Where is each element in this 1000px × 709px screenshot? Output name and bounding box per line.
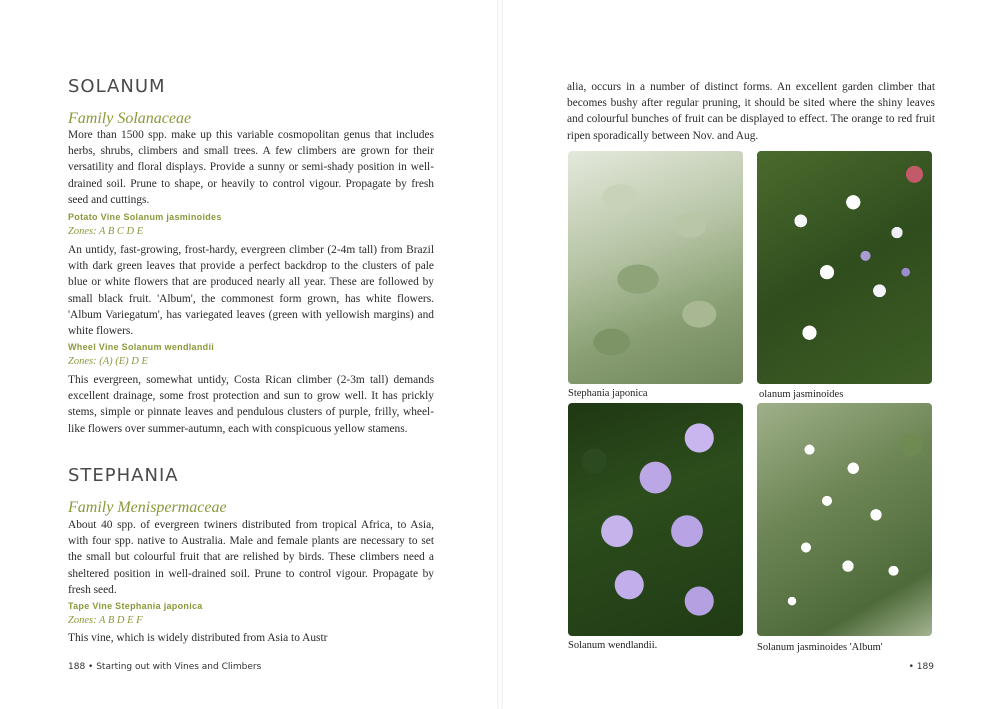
right-page: [500, 0, 1000, 709]
caption-solanum-jasminoides-album: Solanum jasminoides 'Album': [757, 642, 883, 653]
wheel-vine-description: This evergreen, somewhat untidy, Costa Rican climber (2-3m tall) demands excellent drainage, some frost protection and sun to grow well. It has prickly stems, simple or pinnate leaves and pendulous clusters of purple, frilly, wheel-like flowers over summer-autumn, each with conspicuous yellow stamens.: [68, 374, 434, 435]
photo-solanum-jasminoides: [757, 151, 932, 384]
family-name-solanaceae: Family Solanaceae: [68, 110, 192, 127]
continued-text: alia, occurs in a number of distinct forms. An excellent garden climber that becomes bushy after regular pruning, it should be sited where the shiny leaves and colourful bunches of fruit can be displayed to effect. The orange to red fruit ripen sporadically between Nov. and Aug.: [567, 81, 935, 142]
species-heading-potato-vine: Potato Vine Solanum jasminoides: [68, 212, 222, 222]
family-name-menispermaceae: Family Menispermaceae: [68, 499, 227, 516]
caption-solanum-jasminoides: olanum jasminoides: [759, 389, 844, 400]
caption-solanum-wendlandii: Solanum wendlandii.: [568, 640, 658, 651]
zones-potato-vine: Zones: A B C D E: [68, 226, 144, 237]
page-footer-right: • 189: [908, 662, 934, 672]
photo-solanum-wendlandii: [568, 403, 743, 636]
solanum-intro: More than 1500 spp. make up this variable cosmopolitan genus that includes herbs, shrubs, climbers and small trees. A few climbers are grown for their versatility and floral displays. Provide a sunny or semi-shady position in well-drained soil. Prune to shape, or heavily to control vigour. Propagate by fresh seed and cuttings.: [68, 129, 434, 206]
species-heading-wheel-vine: Wheel Vine Solanum wendlandii: [68, 342, 215, 352]
tape-vine-description: This vine, which is widely distributed from Asia to Austr: [68, 632, 328, 644]
genus-heading-solanum: SOLANUM: [68, 76, 166, 97]
genus-heading-stephania: STEPHANIA: [68, 465, 179, 486]
potato-vine-description: An untidy, fast-growing, frost-hardy, evergreen climber (2-4m tall) from Brazil with dark green leaves that provide a perfect backdrop to the clusters of pale blue or white flowers that are produced nearly all year. These are followed by small black fruit. 'Album', the commonest form grown, has white flowers. 'Album Variegatum', has variegated leaves (green with yellowish margins) and white flowers.: [68, 244, 434, 338]
stephania-intro: About 40 spp. of evergreen twiners distributed from tropical Africa, to Asia, with four spp. native to Australia. Male and female plants are necessary to set the small but colourful fruit that are relished by birds. These climbers need a sheltered position in well-drained soil. Prune to control vigour. Propagate by fresh seed.: [68, 519, 434, 596]
photo-stephania-japonica: [568, 151, 743, 384]
photo-solanum-jasminoides-album: [757, 403, 932, 636]
zones-tape-vine: Zones: A B D E F: [68, 615, 143, 626]
zones-wheel-vine: Zones: (A) (E) D E: [68, 356, 148, 367]
species-heading-tape-vine: Tape Vine Stephania japonica: [68, 601, 203, 611]
caption-stephania-japonica: Stephania japonica: [568, 388, 648, 399]
page-footer-left: 188 • Starting out with Vines and Climbers: [68, 662, 262, 672]
